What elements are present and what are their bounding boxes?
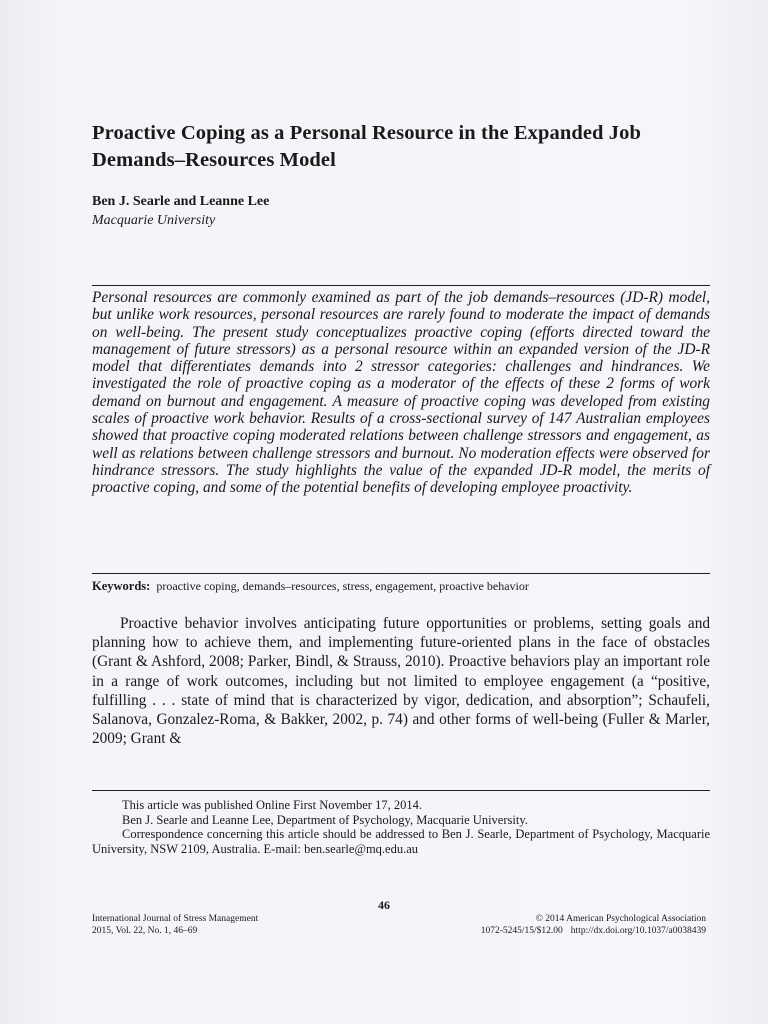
abstract-bottom-rule bbox=[92, 573, 710, 574]
page-number: 46 bbox=[378, 898, 390, 912]
keywords-line bbox=[92, 578, 710, 594]
copyright-notice: © 2014 American Psychological Association bbox=[535, 914, 706, 924]
journal-volume: 2015, Vol. 22, No. 1, 46–69 bbox=[92, 926, 198, 936]
article-title: Proactive Coping as a Personal Resource in the Expanded Job Demands–Resources Model bbox=[92, 122, 641, 171]
footnote-rule bbox=[92, 790, 710, 791]
author-affiliation: Macquarie University bbox=[92, 213, 216, 228]
abstract-top-rule bbox=[92, 285, 710, 286]
doi-link[interactable]: http://dx.doi.org/10.1037/a0038439 bbox=[570, 926, 706, 936]
body-paragraph: Proactive behavior involves anticipating future opportunities or problems, setting goals and planning how to achieve them, and implementing future-oriented plans in the face of obstacles (Grant & Ashford, 2008; Parker, Bindl, & Strauss, 2010). Proactive behaviors play an important role in a range of work outcomes, including but not limited to employee engagement (a “positive, fulfilling . . . state of mind that is characterized by vigor, dedication, and absorption”; Schaufeli, Salanova, Gonzalez-Roma, & Bakker, 2002, p. 74) and other forms of well-being (Fuller & Marler, 2009; Grant & bbox=[92, 615, 710, 748]
correspondence-note: Correspondence concerning this article should be addressed to Ben J. Searle, Department of Psychology, Macquarie University, NSW 2109, Australia. E-mail: ben.searle@mq.edu.au bbox=[92, 827, 710, 856]
publisher-info bbox=[481, 913, 706, 937]
affiliation-note: Ben J. Searle and Leanne Lee, Department of Psychology, Macquarie University. bbox=[122, 812, 528, 827]
issn-price: 1072-5245/15/$12.00 bbox=[480, 926, 563, 936]
abstract: Personal resources are commonly examined as part of the job demands–resources (JD-R) model, but unlike work resources, personal resources are rarely found to moderate the impact of demands on well-being. The present study conceptualizes proactive coping (efforts directed toward the management of future stressors) as a personal resource within an expanded version of the JD-R model that differentiates demands into 2 stressor categories: challenges and hindrances. We investigated the role of proactive coping as a moderator of the effects of these 2 forms of work demand on burnout and engagement. A measure of proactive coping was developed from existing scales of proactive work behavior. Results of a cross-sectional survey of 147 Australian employees showed that proactive coping moderated relations between challenge stressors and engagement, as well as relations between challenge stressors and burnout. No moderation effects were observed for hindrance stressors. The study highlights the value of the expanded JD-R model, the merits of proactive coping, and some of the potential benefits of developing employee proactivity. bbox=[92, 289, 710, 497]
journal-name: International Journal of Stress Management bbox=[92, 914, 259, 924]
journal-citation bbox=[92, 913, 258, 937]
keywords-list: proactive coping, demands–resources, stress, engagement, proactive behavior bbox=[156, 579, 529, 593]
keywords-label: Keywords: bbox=[92, 579, 151, 593]
publication-note: This article was published Online First November 17, 2014. bbox=[122, 798, 422, 812]
article-authors: Ben J. Searle and Leanne Lee bbox=[92, 194, 270, 209]
author-notes bbox=[92, 798, 710, 856]
identifier-line bbox=[481, 925, 706, 937]
